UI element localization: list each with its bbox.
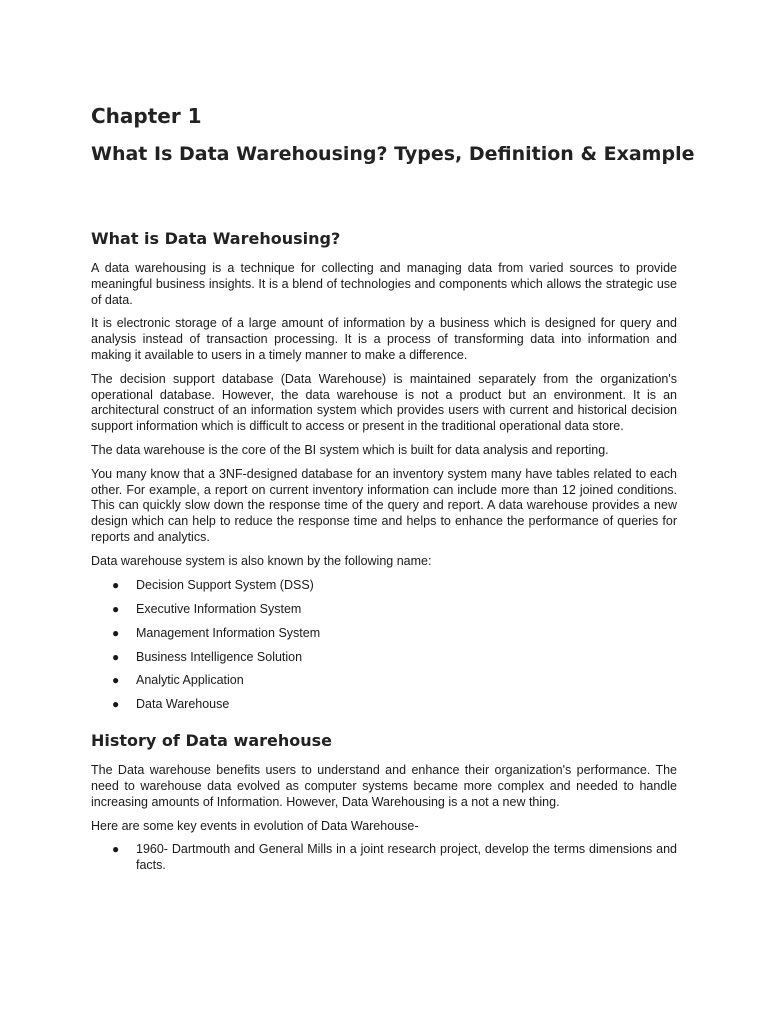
list-item-text: Executive Information System — [136, 601, 302, 616]
list-item-text: Management Information System — [136, 625, 321, 640]
list-item — [91, 673, 677, 689]
bullet-icon: ● — [112, 649, 120, 664]
paragraph: You many know that a 3NF-designed database for an inventory system many have tables related to each other. For example, a report on current inventory information can include more than 12 joined conditions. This can quickly slow down the response time of the query and report. A data warehouse provides a new design which can help to reduce the response time and helps to enhance the performance of queries for reports and analytics. — [91, 466, 677, 544]
paragraph: The data warehouse is the core of the BI system which is built for data analysis and reporting. — [91, 442, 609, 457]
list-item-text: Analytic Application — [136, 673, 244, 688]
chapter-heading: Chapter 1 — [91, 104, 202, 128]
paragraph: The decision support database (Data Warehouse) is maintained separately from the organization's operational database. However, the data warehouse is not a product but an environment. It is an architectural construct of an information system which provides users with current and historical decision support information which is difficult to access or present in the traditional operational data store. — [91, 371, 677, 434]
paragraph: The Data warehouse benefits users to understand and enhance their organization's performance. The need to warehouse data evolved as computer systems became more complex and needed to handle increasing amounts of Information. However, Data Warehousing is a not a new thing. — [91, 763, 677, 809]
list-item-text: Data Warehouse — [136, 697, 230, 712]
list-item-text: Decision Support System (DSS) — [136, 577, 314, 592]
section-heading: History of Data warehouse — [91, 731, 333, 751]
bullet-list — [91, 842, 677, 874]
list-item — [91, 842, 677, 874]
bullet-icon: ● — [112, 697, 120, 712]
bullet-icon: ● — [112, 625, 120, 640]
paragraph: A data warehousing is a technique for collecting and managing data from varied sources to provide meaningful business insights. It is a blend of technologies and components which allows the strategic use of data. — [91, 261, 677, 307]
list-item — [91, 650, 677, 666]
section-what-is-data-warehousing — [91, 229, 677, 713]
paragraph: Data warehouse system is also known by the following name: — [91, 553, 432, 568]
list-item — [91, 626, 677, 642]
section-history-of-data-warehouse — [91, 731, 677, 874]
list-item — [91, 697, 677, 713]
list-item-text: 1960- Dartmouth and General Mills in a joint research project, develop the terms dimensions and facts. — [136, 842, 677, 873]
list-item — [91, 578, 677, 594]
list-item — [91, 602, 677, 618]
bullet-icon: ● — [112, 842, 120, 857]
bullet-icon: ● — [112, 601, 120, 616]
paragraph: Here are some key events in evolution of Data Warehouse- — [91, 818, 419, 833]
section-heading: What is Data Warehousing? — [91, 229, 341, 248]
paragraph: It is electronic storage of a large amount of information by a business which is designed for query and analysis instead of transaction processing. It is a process of transforming data into information and making it available to users in a timely manner to make a difference. — [91, 316, 677, 362]
page-title: What Is Data Warehousing? Types, Definition & Example — [91, 143, 695, 165]
bullet-icon: ● — [112, 577, 120, 592]
list-item-text: Business Intelligence Solution — [136, 649, 303, 664]
bullet-list — [91, 578, 677, 714]
bullet-icon: ● — [112, 673, 120, 688]
document-body — [91, 229, 677, 882]
